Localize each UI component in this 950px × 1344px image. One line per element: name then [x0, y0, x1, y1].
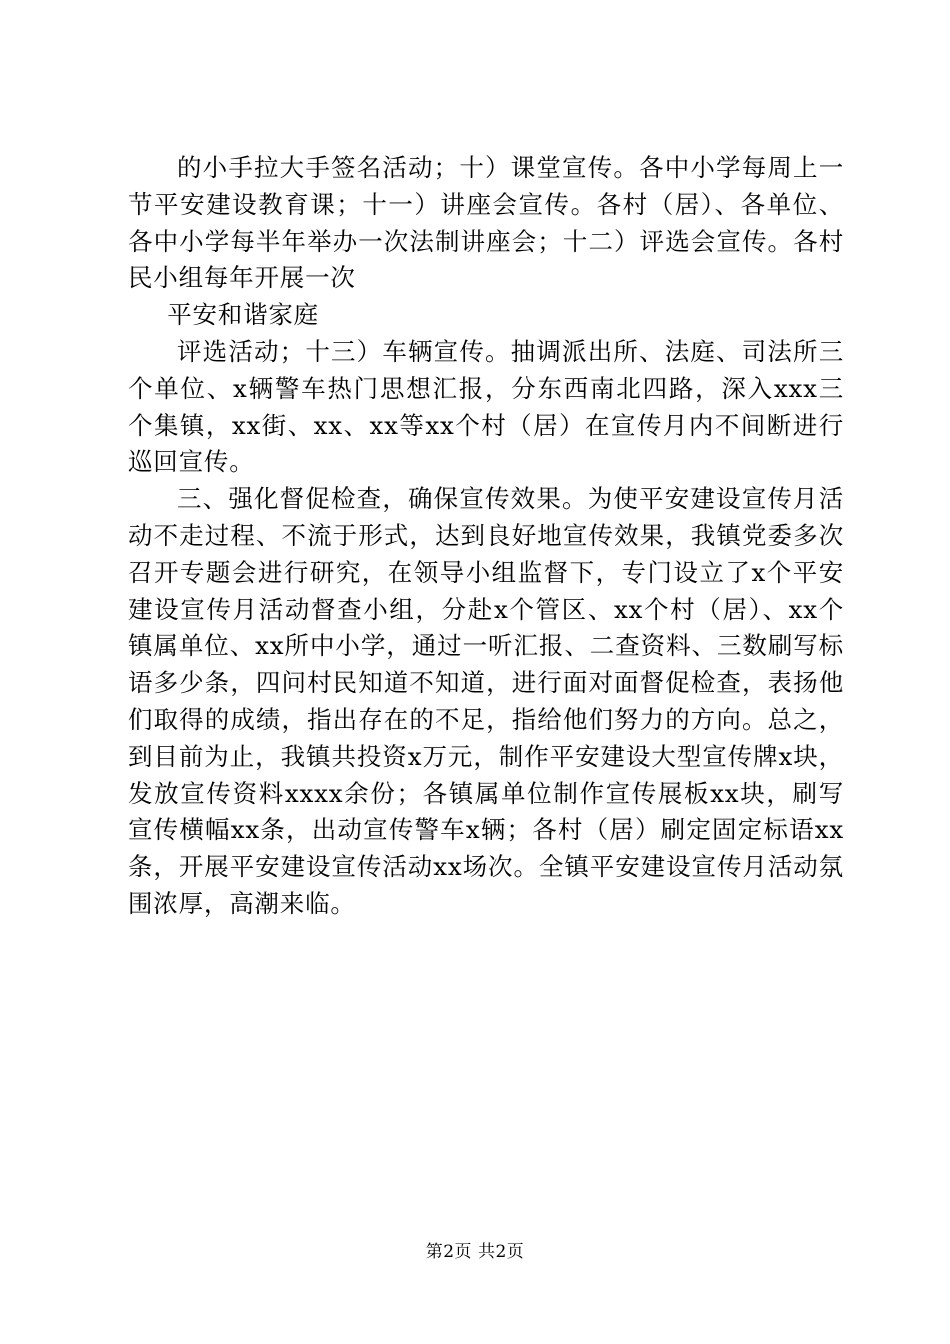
paragraph-inspection: 三、强化督促检查，确保宣传效果。为使平安建设宣传月活动不走过程、不流于形式，达到良好地宣传效果，我镇党委多次召开专题会进行研究，在领导小组监督下，专门设立了x个平安建设宣传月活动督查小组，分赴x个管区、xx个村（居）、xx个镇属单位、xx所中小学，通过一听汇报、二查资料、三数刷写标语多少条，四问村民知道不知道，进行面对面督促检查，表扬他们取得的成绩，指出存在的不足，指给他们努力的方向。总之，到目前为止，我镇共投资x万元，制作平安建设大型宣传牌x块，发放宣传资料xxxx余份；各镇属单位制作宣传展板xx块，刷写宣传横幅xx条，出动宣传警车x辆；各村（居）刷定固定标语xx条，开展平安建设宣传活动xx场次。全镇平安建设宣传月活动氛围浓厚，高潮来临。 [128, 484, 844, 918]
page-number-footer: 第2页 共2页 [425, 1242, 525, 1262]
body-text [128, 150, 844, 923]
paragraph-activities-continued: 的小手拉大手签名活动；十）课堂宣传。各中小学每周上一节平安建设教育课；十一）讲座会宣传。各村（居）、各单位、各中小学每半年举办一次法制讲座会；十二）评选会宣传。各村民小组每年开展一次 [128, 153, 844, 293]
paragraph-harmonious-family: 平安和谐家庭 [167, 300, 319, 330]
paragraph-vehicle-publicity: 评选活动；十三）车辆宣传。抽调派出所、法庭、司法所三个单位、x辆警车热门思想汇报，分东西南北四路，深入xxx三个集镇，xx街、xx、xx等xx个村（居）在宣传月内不间断进行巡回宣传。 [128, 336, 844, 477]
